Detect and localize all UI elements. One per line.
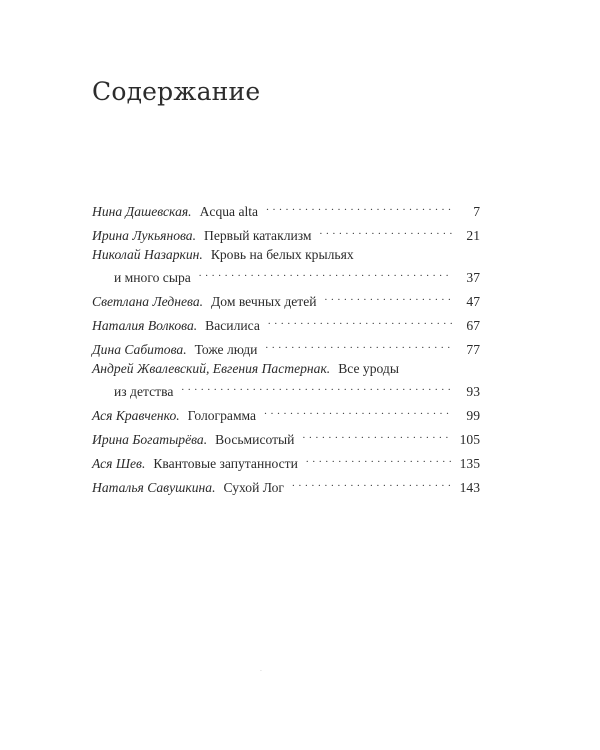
toc-page-number: 7	[473, 204, 480, 219]
toc-story-title: Тоже люди	[194, 342, 258, 357]
toc-author: Ася Кравченко.	[92, 408, 180, 423]
toc-leader-dots	[320, 222, 452, 240]
toc-page-number: 77	[466, 342, 480, 357]
toc-leader-dots	[306, 450, 452, 468]
toc-author: Светлана Леднева.	[92, 294, 204, 309]
toc-entry[interactable]	[92, 426, 480, 447]
toc-page-number: 135	[459, 456, 480, 471]
toc-leader-dots	[325, 288, 452, 306]
toc-line	[92, 288, 480, 309]
toc-author: Ирина Лукьянова.	[92, 228, 196, 243]
toc-leader-dots	[265, 336, 452, 354]
toc-page-number: 67	[466, 318, 480, 333]
toc-author: Наталия Волкова.	[92, 318, 198, 333]
toc-author: Ирина Богатырёва.	[92, 432, 208, 447]
toc-leader-dots	[181, 378, 452, 396]
toc-leader-dots	[264, 402, 452, 420]
toc-author: Андрей Жвалевский, Евгения Пастернак.	[92, 361, 331, 376]
toc-line	[92, 246, 480, 264]
toc-entry[interactable]	[92, 450, 480, 471]
toc-story-title: Первый катаклизм	[204, 228, 312, 243]
toc-leader-dots	[268, 312, 452, 330]
toc-author: Нина Дашевская.	[92, 204, 192, 219]
toc-line	[92, 426, 480, 447]
toc-entry[interactable]	[92, 336, 480, 357]
toc-line	[92, 222, 480, 243]
toc-page-number: 21	[466, 228, 480, 243]
toc-line	[92, 312, 480, 333]
toc-author: Николай Назаркин.	[92, 247, 203, 262]
toc-page-number: 37	[466, 270, 480, 285]
toc-line	[92, 450, 480, 471]
table-of-contents	[92, 198, 480, 498]
toc-line	[92, 336, 480, 357]
toc-line	[92, 198, 480, 219]
toc-author: Наталья Савушкина.	[92, 480, 216, 495]
toc-entry[interactable]	[92, 222, 480, 243]
toc-leader-dots	[266, 198, 452, 216]
toc-entry[interactable]	[92, 288, 480, 309]
print-mark: .	[260, 666, 262, 673]
toc-entry[interactable]	[92, 312, 480, 333]
toc-page-number: 93	[466, 384, 480, 399]
toc-line-continued	[92, 378, 480, 399]
toc-story-title: Восьмисотый	[215, 432, 295, 447]
toc-page-number: 143	[459, 480, 480, 495]
toc-entry[interactable]	[92, 402, 480, 423]
toc-page-number: 99	[466, 408, 480, 423]
toc-line	[92, 360, 480, 378]
toc-entry[interactable]	[92, 246, 480, 285]
toc-leader-dots	[302, 426, 452, 444]
toc-line	[92, 474, 480, 495]
toc-page-number: 105	[459, 432, 480, 447]
toc-story-title: Квантовые запутанности	[153, 456, 298, 471]
toc-entry[interactable]	[92, 474, 480, 495]
toc-story-title: Василиса	[205, 318, 260, 333]
toc-leader-dots	[292, 474, 452, 492]
toc-author: Дина Сабитова.	[92, 342, 187, 357]
toc-story-title: Все уроды	[338, 361, 399, 376]
toc-story-title-continued: и много сыра	[114, 270, 191, 285]
toc-story-title: Дом вечных детей	[211, 294, 317, 309]
toc-story-title: Сухой Лог	[223, 480, 285, 495]
toc-entry[interactable]	[92, 198, 480, 219]
toc-page-number: 47	[466, 294, 480, 309]
toc-entry[interactable]	[92, 360, 480, 399]
toc-author: Ася Шев.	[92, 456, 146, 471]
toc-story-title-continued: из детства	[114, 384, 174, 399]
toc-line	[92, 402, 480, 423]
toc-story-title: Кровь на белых крыльях	[210, 247, 354, 262]
toc-leader-dots	[199, 264, 452, 282]
toc-line-continued	[92, 264, 480, 285]
page-title: Содержание	[92, 76, 261, 106]
toc-story-title: Голограмма	[187, 408, 257, 423]
toc-story-title: Acqua alta	[199, 204, 259, 219]
